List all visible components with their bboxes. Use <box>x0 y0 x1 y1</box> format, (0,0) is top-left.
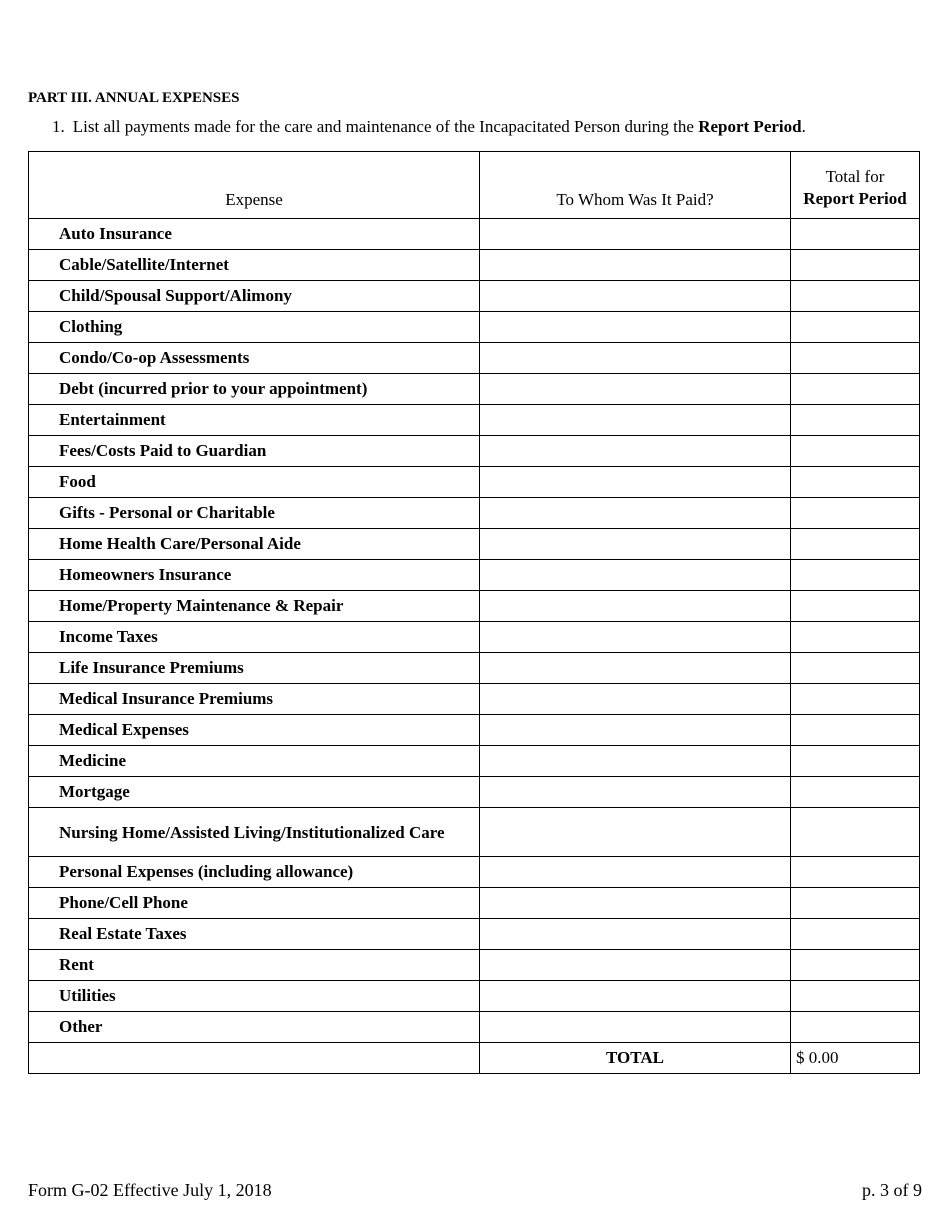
amount-field[interactable] <box>791 591 920 622</box>
total-header <box>791 152 920 219</box>
total-row <box>29 1043 920 1074</box>
payee-field[interactable] <box>480 746 791 777</box>
amount-field[interactable] <box>791 529 920 560</box>
payee-field[interactable] <box>480 857 791 888</box>
amount-field[interactable] <box>791 1012 920 1043</box>
payee-field[interactable] <box>480 498 791 529</box>
expense-label: Income Taxes <box>29 622 480 653</box>
amount-field[interactable] <box>791 467 920 498</box>
total-value-field[interactable]: $ 0.00 <box>791 1043 920 1074</box>
amount-field[interactable] <box>791 950 920 981</box>
payee-field[interactable] <box>480 981 791 1012</box>
expense-label: Medical Expenses <box>29 715 480 746</box>
expense-label: Condo/Co-op Assessments <box>29 343 480 374</box>
amount-field[interactable] <box>791 715 920 746</box>
payee-field[interactable] <box>480 653 791 684</box>
total-label: TOTAL <box>480 1043 791 1074</box>
payee-field[interactable] <box>480 715 791 746</box>
table-row <box>29 715 920 746</box>
payee-field[interactable] <box>480 622 791 653</box>
total-header-line2: Report Period <box>803 189 907 208</box>
amount-field[interactable] <box>791 919 920 950</box>
table-row <box>29 653 920 684</box>
instruction <box>52 117 806 137</box>
amount-field[interactable] <box>791 374 920 405</box>
payee-field[interactable] <box>480 684 791 715</box>
table-row <box>29 857 920 888</box>
expense-label: Entertainment <box>29 405 480 436</box>
amount-field[interactable] <box>791 560 920 591</box>
page-number: p. 3 of 9 <box>862 1180 922 1200</box>
expense-label: Home/Property Maintenance & Repair <box>29 591 480 622</box>
expense-label: Cable/Satellite/Internet <box>29 250 480 281</box>
amount-field[interactable] <box>791 436 920 467</box>
expense-rows <box>29 219 920 1043</box>
payee-field[interactable] <box>480 950 791 981</box>
total-header-line1: Total for <box>825 167 885 186</box>
amount-field[interactable] <box>791 653 920 684</box>
amount-field[interactable] <box>791 808 920 857</box>
expense-label: Child/Spousal Support/Alimony <box>29 281 480 312</box>
payee-field[interactable] <box>480 436 791 467</box>
amount-field[interactable] <box>791 857 920 888</box>
amount-field[interactable] <box>791 343 920 374</box>
payee-field[interactable] <box>480 219 791 250</box>
expense-label: Gifts - Personal or Charitable <box>29 498 480 529</box>
amount-field[interactable] <box>791 746 920 777</box>
amount-field[interactable] <box>791 405 920 436</box>
table-row <box>29 436 920 467</box>
payee-field[interactable] <box>480 591 791 622</box>
table-row <box>29 405 920 436</box>
table-row <box>29 950 920 981</box>
expense-label: Nursing Home/Assisted Living/Institutionalized Care <box>29 808 480 857</box>
payee-field[interactable] <box>480 888 791 919</box>
amount-field[interactable] <box>791 281 920 312</box>
payee-field[interactable] <box>480 529 791 560</box>
expense-label: Real Estate Taxes <box>29 919 480 950</box>
payee-field[interactable] <box>480 560 791 591</box>
payee-field[interactable] <box>480 777 791 808</box>
total-blank-cell <box>29 1043 480 1074</box>
table-row <box>29 746 920 777</box>
table-row <box>29 250 920 281</box>
form-id: Form G-02 Effective July 1, 2018 <box>28 1180 272 1200</box>
table-row <box>29 777 920 808</box>
expense-label: Other <box>29 1012 480 1043</box>
table-row <box>29 684 920 715</box>
expense-label: Life Insurance Premiums <box>29 653 480 684</box>
header-row <box>29 152 920 219</box>
expenses-table <box>28 151 920 1074</box>
expense-label: Debt (incurred prior to your appointment) <box>29 374 480 405</box>
table-row <box>29 312 920 343</box>
table-row <box>29 1012 920 1043</box>
expense-label: Phone/Cell Phone <box>29 888 480 919</box>
table-row <box>29 529 920 560</box>
payee-field[interactable] <box>480 405 791 436</box>
payee-field[interactable] <box>480 919 791 950</box>
amount-field[interactable] <box>791 250 920 281</box>
expense-label: Medical Insurance Premiums <box>29 684 480 715</box>
amount-field[interactable] <box>791 888 920 919</box>
table-row <box>29 498 920 529</box>
instruction-emphasis: Report Period <box>698 117 802 136</box>
expense-label: Mortgage <box>29 777 480 808</box>
expense-label: Clothing <box>29 312 480 343</box>
amount-field[interactable] <box>791 684 920 715</box>
instruction-number: 1. <box>52 117 65 136</box>
table-row <box>29 888 920 919</box>
instruction-end: . <box>801 117 806 136</box>
expense-label: Personal Expenses (including allowance) <box>29 857 480 888</box>
part-title: PART III. ANNUAL EXPENSES <box>28 90 240 106</box>
payee-field[interactable] <box>480 467 791 498</box>
amount-field[interactable] <box>791 219 920 250</box>
expense-label: Auto Insurance <box>29 219 480 250</box>
amount-field[interactable] <box>791 312 920 343</box>
expense-label: Rent <box>29 950 480 981</box>
payee-field[interactable] <box>480 312 791 343</box>
table-row <box>29 467 920 498</box>
table-row <box>29 343 920 374</box>
table-row <box>29 374 920 405</box>
instruction-text: List all payments made for the care and maintenance of the Incapacitated Person during the <box>72 117 699 136</box>
table-row <box>29 622 920 653</box>
expense-label: Homeowners Insurance <box>29 560 480 591</box>
expense-label: Fees/Costs Paid to Guardian <box>29 436 480 467</box>
expense-label: Utilities <box>29 981 480 1012</box>
payee-field[interactable] <box>480 250 791 281</box>
amount-field[interactable] <box>791 777 920 808</box>
payee-field[interactable] <box>480 281 791 312</box>
payee-field[interactable] <box>480 808 791 857</box>
expense-header: Expense <box>29 152 480 219</box>
table-row <box>29 560 920 591</box>
amount-field[interactable] <box>791 622 920 653</box>
table-row <box>29 808 920 857</box>
expense-label: Home Health Care/Personal Aide <box>29 529 480 560</box>
table-row <box>29 981 920 1012</box>
payee-field[interactable] <box>480 1012 791 1043</box>
expense-label: Food <box>29 467 480 498</box>
to-whom-header: To Whom Was It Paid? <box>480 152 791 219</box>
expense-label: Medicine <box>29 746 480 777</box>
table-row <box>29 281 920 312</box>
payee-field[interactable] <box>480 374 791 405</box>
table-row <box>29 919 920 950</box>
amount-field[interactable] <box>791 981 920 1012</box>
amount-field[interactable] <box>791 498 920 529</box>
payee-field[interactable] <box>480 343 791 374</box>
table-row <box>29 219 920 250</box>
table-row <box>29 591 920 622</box>
